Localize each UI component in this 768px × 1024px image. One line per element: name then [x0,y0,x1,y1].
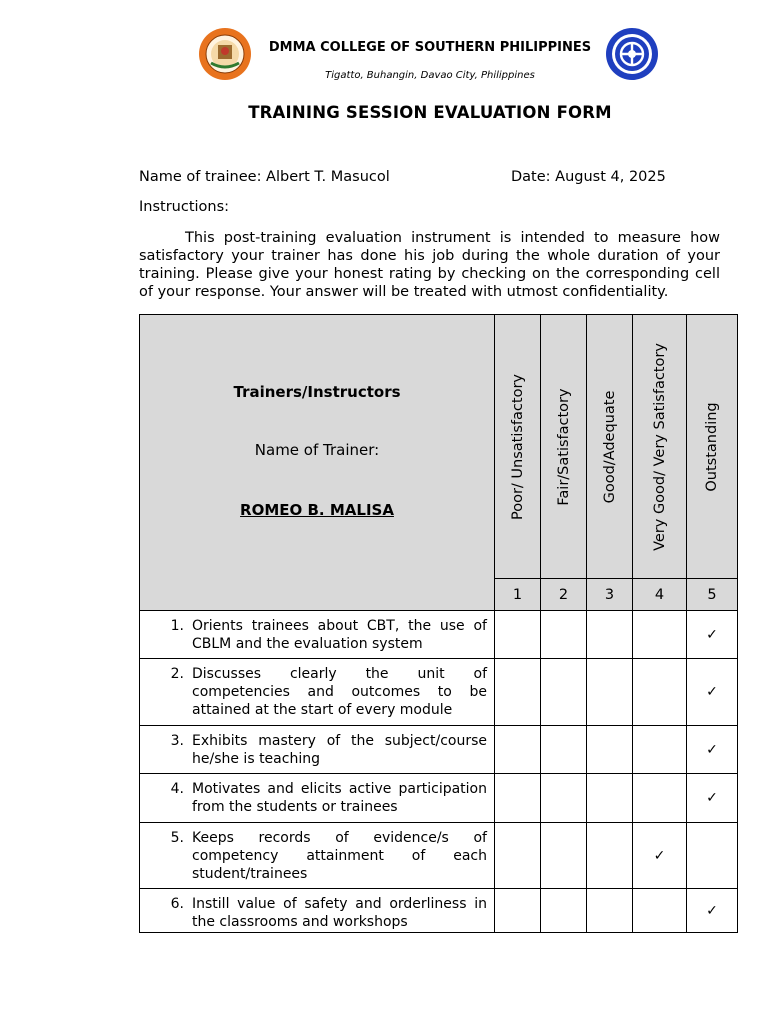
evaluation-table [139,314,738,933]
criterion-text: Instill value of safety and orderliness in the classrooms and workshops [192,896,487,930]
rating-number: 3 [587,579,633,611]
rating-label: Outstanding [704,401,720,492]
criterion-text: Orients trainees about CBT, the use of CBLM and the evaluation system [192,618,487,652]
school-name: DMMA COLLEGE OF SOUTHERN PHILIPPINES [268,40,592,55]
college-seal-logo [197,27,253,81]
rating-cell-4[interactable] [633,659,687,726]
criterion-number: 6. [170,896,184,912]
criterion-number: 3. [170,733,184,749]
criterion-cell [140,889,495,933]
instructions-body: This post-training evaluation instrument is intended to measure how satisfactory your trainer has done his job during the whole duration of your training. Please give your honest rating by checking on the corresponding cell of your response. Your answer will be treated with utmost confidentiality. [139,230,720,300]
rating-cell-5[interactable] [687,823,738,889]
rating-cell-4[interactable] [633,889,687,933]
rating-cell-2[interactable] [541,774,587,823]
rating-cell-1[interactable] [495,611,541,659]
criterion-number: 4. [170,781,184,797]
rating-cell-5[interactable] [687,726,738,774]
criterion-cell [140,611,495,659]
rating-cell-3[interactable] [587,726,633,774]
criterion-row [140,774,738,823]
rating-cell-4[interactable] [633,611,687,659]
rating-cell-1[interactable] [495,823,541,889]
instructions-label: Instructions: [139,199,230,215]
checkmark-icon: ✓ [653,847,666,864]
criterion-row [140,889,738,933]
criterion-row [140,659,738,726]
trainer-header-cell [140,315,495,611]
rating-cell-2[interactable] [541,889,587,933]
criterion-row [140,611,738,659]
rating-cell-1[interactable] [495,659,541,726]
criterion-cell [140,823,495,889]
rating-cell-4[interactable] [633,774,687,823]
rating-cell-3[interactable] [587,611,633,659]
criterion-number: 2. [170,666,184,682]
checkmark-icon: ✓ [706,684,718,700]
criterion-cell [140,659,495,726]
rating-cell-5[interactable] [687,659,738,726]
criterion-cell [140,774,495,823]
rating-cell-1[interactable] [495,889,541,933]
criterion-cell [140,726,495,774]
rating-header-outstanding [687,315,738,579]
trainer-name-label: Name of Trainer: [254,441,380,459]
rating-number: 5 [687,579,738,611]
rating-cell-4[interactable] [633,823,687,889]
rating-label: Good/Adequate [601,390,618,503]
rating-header-very-good [633,315,687,579]
criterion-text: Motivates and elicits active participation from the students or trainees [192,781,487,815]
trainee-name-line: Name of trainee: Albert T. Masucol [139,169,390,185]
criterion-text: Discusses clearly the unit of competencies and outcomes to be attained at the start of every module [192,666,487,718]
trainer-name: ROMEO B. MALISA [240,501,394,519]
criterion-number: 5. [170,830,184,846]
criteria-rows [140,611,738,933]
rating-number: 1 [495,579,541,611]
rating-header-good [587,315,633,579]
checkmark-icon: ✓ [706,626,718,643]
rating-header-fair [541,315,587,579]
rating-label: Fair/Satisfactory [555,387,572,506]
rating-cell-5[interactable] [687,611,738,659]
date-line: Date: August 4, 2025 [511,169,666,185]
criterion-row [140,726,738,774]
criterion-row [140,823,738,889]
rating-cell-1[interactable] [495,726,541,774]
criterion-text: Exhibits mastery of the subject/course he/she is teaching [192,733,487,767]
rating-cell-2[interactable] [541,726,587,774]
checkmark-icon: ✓ [706,741,718,758]
school-address: Tigatto, Buhangin, Davao City, Philippines [325,70,535,81]
rating-cell-4[interactable] [633,726,687,774]
checkmark-icon: ✓ [706,902,718,919]
rating-number: 2 [541,579,587,611]
rating-cell-3[interactable] [587,823,633,889]
rating-cell-3[interactable] [587,774,633,823]
trainer-heading: Trainers/Instructors [233,383,401,401]
rating-cell-2[interactable] [541,823,587,889]
rating-cell-5[interactable] [687,889,738,933]
criterion-number: 1. [170,618,184,634]
rating-cell-2[interactable] [541,611,587,659]
checkmark-icon: ✓ [706,790,718,806]
rating-cell-1[interactable] [495,774,541,823]
criterion-text: Keeps records of evidence/s of competency attainment of each student/trainees [192,830,487,882]
rating-number: 4 [633,579,687,611]
rating-cell-2[interactable] [541,659,587,726]
form-title: TRAINING SESSION EVALUATION FORM [248,103,612,122]
tesda-seal-logo [603,27,661,81]
rating-header-poor [495,315,541,579]
rating-cell-3[interactable] [587,889,633,933]
rating-cell-5[interactable] [687,774,738,823]
rating-label: Very Good/ Very Satisfactory [651,342,668,551]
rating-label: Poor/ Unsatisfactory [509,373,526,520]
rating-cell-3[interactable] [587,659,633,726]
